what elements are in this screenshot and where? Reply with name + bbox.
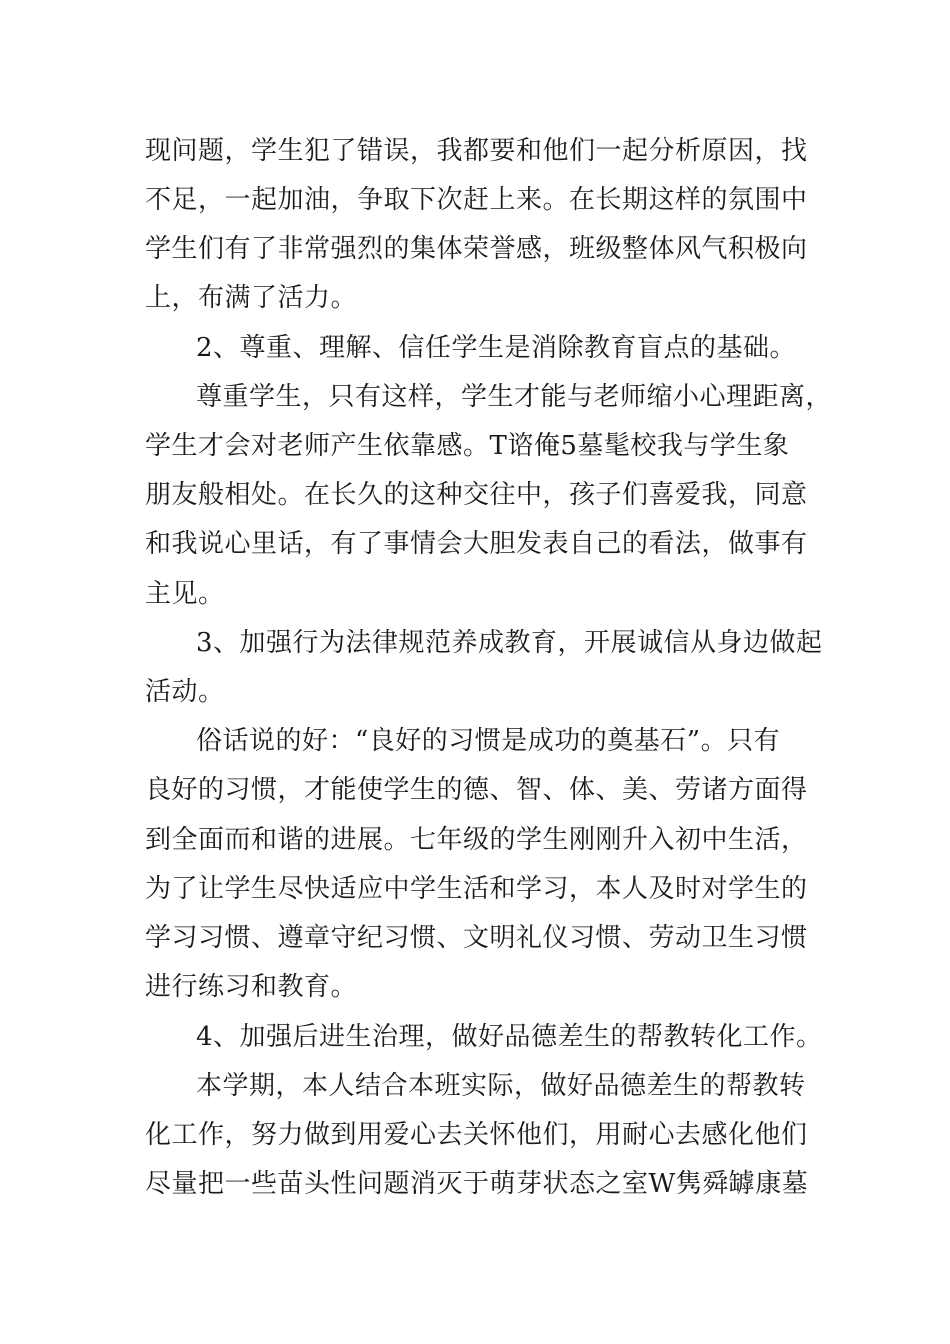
text-line: 进行练习和教育。 [145,972,358,1002]
text-line: 学生才会对老师产生依靠感。T谘俺5墓髦校我与学生象 [145,431,790,461]
text-line: 为了让学生尽快适应中学生活和学习，本人及时对学生的 [145,874,808,904]
section-heading: 4、加强后进生治理，做好品德差生的帮教转化工作。 [196,1022,823,1052]
text-line: 上，布满了活力。 [145,283,358,313]
section-heading: 3、加强行为法律规范养成教育，开展诚信从身边做起 [196,628,823,658]
text-line: 俗话说的好：“良好的习惯是成功的奠基石”。只有 [196,726,781,756]
text-line: 化工作，努力做到用爱心去关怀他们，用耐心去感化他们 [145,1120,808,1150]
text-line: 到全面而和谐的进展。七年级的学生刚刚升入初中生活， [145,825,808,855]
text-line: 学生们有了非常强烈的集体荣誉感，班级整体风气积极向 [145,234,808,264]
section-heading: 2、尊重、理解、信任学生是消除教育盲点的基础。 [196,333,797,363]
text-line: 现问题，学生犯了错误，我都要和他们一起分析原因，找 [145,136,808,166]
text-line: 尽量把一些苗头性问题消灭于萌芽状态之室W隽舜罅康墓 [145,1169,809,1199]
text-line: 活动。 [145,677,225,707]
text-line: 主见。 [145,579,225,609]
text-line: 朋友般相处。在长久的这种交往中，孩子们喜爱我，同意 [145,480,808,510]
text-line: 不足，一起加油，争取下次赶上来。在长期这样的氛围中 [145,185,808,215]
text-line: 本学期，本人结合本班实际，做好品德差生的帮教转 [196,1071,806,1101]
text-line: 良好的习惯，才能使学生的德、智、体、美、劳诸方面得 [145,775,808,805]
text-line: 尊重学生，只有这样，学生才能与老师缩小心理距离， [196,382,833,412]
text-line: 和我说心里话，有了事情会大胆发表自己的看法，做事有 [145,529,808,559]
text-line: 学习习惯、遵章守纪习惯、文明礼仪习惯、劳动卫生习惯 [145,923,808,953]
